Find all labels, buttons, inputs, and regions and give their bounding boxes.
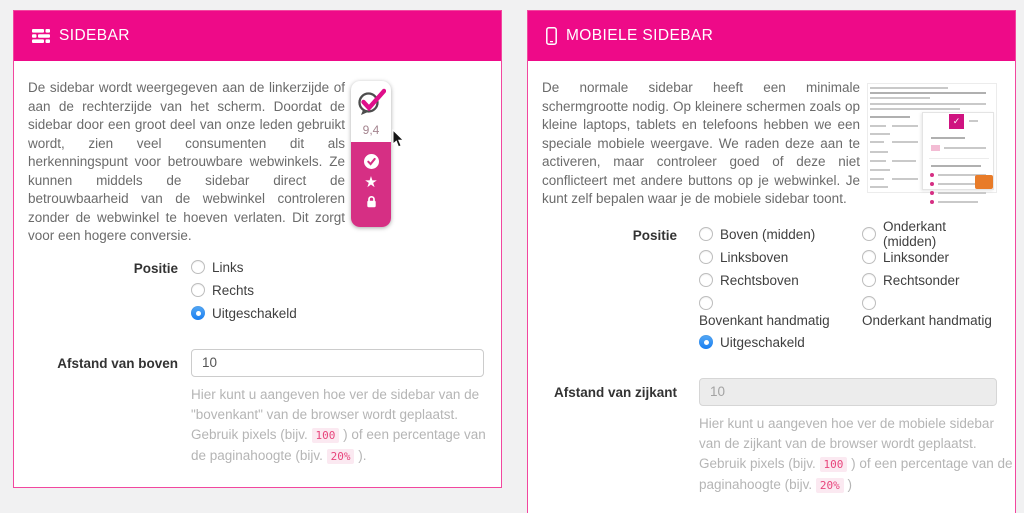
afstand-van-zijkant-input: [699, 378, 997, 406]
radio-icon: [862, 296, 876, 310]
radio-label: Boven (midden): [720, 226, 816, 242]
radio-label: Uitgeschakeld: [720, 334, 805, 350]
thumb-trustmark-logo-icon: ✓: [949, 114, 964, 129]
sidebar-panel-header: [14, 11, 501, 61]
panel-title: MOBIELE SIDEBAR: [566, 27, 714, 44]
radio-selected-icon: [191, 306, 205, 320]
sidebar-description: De sidebar wordt weergegeven aan de linkerzijde of aan de rechterzijde van het scherm. Doordat de sidebar door een groot deel van onze leden gebruikt wordt, zien veel consumenten dit als herkenningspunt voor betrouwbare webwinkels. Ze kunnen middels de sidebar direct de betrouwbaarheid van de webwinkel controleren zonder de webwinkel te hoeven verlaten. Dit zorgt voor een hogere conversie.: [28, 80, 345, 243]
tasks-icon: [32, 29, 50, 43]
positie-label: Positie: [133, 260, 178, 276]
radio-label: Rechtsboven: [720, 272, 799, 288]
sidebar-settings-panel: [13, 10, 502, 488]
mouse-cursor-icon: [392, 129, 405, 154]
mobile-positie-row: [542, 219, 1000, 358]
radio-rechtsonder[interactable]: [862, 273, 1000, 288]
radio-links[interactable]: [191, 260, 486, 275]
radio-label: Rechts: [212, 282, 255, 298]
radio-rechts[interactable]: [191, 283, 486, 298]
star-icon: ★: [364, 172, 378, 191]
sidebar-afstand-row: [28, 349, 486, 467]
radio-uitgeschakeld[interactable]: [191, 306, 486, 321]
widget-rating: 9,4: [362, 123, 380, 137]
mobile-sidebar-settings-panel: [527, 10, 1016, 513]
radio-selected-icon: [699, 335, 713, 349]
radio-icon: [862, 273, 876, 287]
mobile-sidebar-description: De normale sidebar heeft een minimale schermgrootte nodig. Op kleinere schermen zoals op kleine laptops, tablets en telefoons hebben we een speciale mobiele weergave. We raden deze aan te activeren, maar controleer goed of deze niet conflicteert met andere buttons op je webwinkel. Je kunt zelf bepalen waar je de mobiele sidebar toont.: [542, 80, 860, 206]
radio-icon: [191, 283, 205, 297]
help-text: ).: [354, 447, 367, 463]
radio-label: Onderkant handmatig: [862, 312, 992, 328]
radio-icon: [862, 250, 876, 264]
radio-onderkant-handmatig[interactable]: [862, 296, 1000, 328]
radio-label: Uitgeschakeld: [212, 305, 297, 321]
afstand-van-zijkant-label: Afstand van zijkant: [553, 384, 677, 400]
mobile-sidebar-preview-image: [868, 84, 996, 192]
mobile-icon: [546, 27, 557, 45]
positie-column-1: [699, 227, 862, 358]
radio-icon: [862, 227, 876, 241]
webshop-trustmark-logo-icon: [356, 87, 386, 122]
radio-boven-midden[interactable]: [699, 227, 862, 242]
radio-label: Links: [212, 259, 244, 275]
radio-label: Linksboven: [720, 249, 789, 265]
radio-icon: [191, 260, 205, 274]
radio-icon: [699, 227, 713, 241]
radio-icon: [699, 250, 713, 264]
check-circle-icon: [364, 154, 379, 169]
afstand-van-boven-label: Afstand van boven: [57, 355, 178, 371]
radio-label: Rechtsonder: [883, 272, 960, 288]
sidebar-positie-radiogroup: [191, 260, 486, 329]
radio-icon: [699, 273, 713, 287]
radio-label: Bovenkant handmatig: [699, 312, 830, 328]
help-code-percentage: 20%: [327, 449, 355, 464]
radio-bovenkant-handmatig[interactable]: [699, 296, 862, 328]
radio-linksonder[interactable]: [862, 250, 1000, 265]
radio-label: Onderkant (midden): [883, 219, 947, 249]
help-code-pixels: 100: [312, 428, 340, 443]
radio-onderkant-midden[interactable]: [862, 219, 1000, 249]
sidebar-widget-preview: [345, 79, 486, 246]
thumb-orange-button: [975, 175, 993, 189]
help-text: ) of een percentage van de paginahoogte (bijv.: [191, 426, 486, 463]
lock-icon: [365, 195, 378, 213]
help-text: Hier kunt u aangeven hoe ver de sidebar van de "bovenkant" van de browser wordt geplaatst. Gebruik pixels (bijv.: [191, 386, 480, 442]
mobile-positie-radiogroup: [699, 219, 1000, 358]
positie-label: Positie: [632, 227, 677, 243]
positie-column-2: [862, 219, 1000, 358]
radio-uitgeschakeld-mobile[interactable]: [699, 335, 862, 350]
sidebar-positie-row: [28, 260, 486, 329]
mobile-afstand-row: [542, 378, 1013, 496]
help-text: ): [843, 476, 852, 492]
help-text: Hier kunt u aangeven hoe ver de mobiele sidebar van de zijkant van de browser wordt geplaatst. Gebruik pixels (bijv.: [699, 415, 994, 471]
help-code-pixels: 100: [820, 457, 848, 472]
afstand-van-boven-help: [191, 385, 499, 467]
afstand-van-boven-input[interactable]: [191, 349, 484, 377]
radio-icon: [699, 296, 713, 310]
panel-title: SIDEBAR: [59, 27, 130, 44]
afstand-van-zijkant-help: [699, 414, 1014, 496]
radio-rechtsboven[interactable]: [699, 273, 862, 288]
sidebar-widget-image: [351, 81, 391, 227]
mobile-sidebar-panel-header: [528, 11, 1015, 61]
radio-linksboven[interactable]: [699, 250, 862, 265]
help-text: ) of een percentage van de paginahoogte (bijv.: [699, 455, 1013, 492]
radio-label: Linksonder: [883, 249, 950, 265]
help-code-percentage: 20%: [816, 478, 844, 493]
